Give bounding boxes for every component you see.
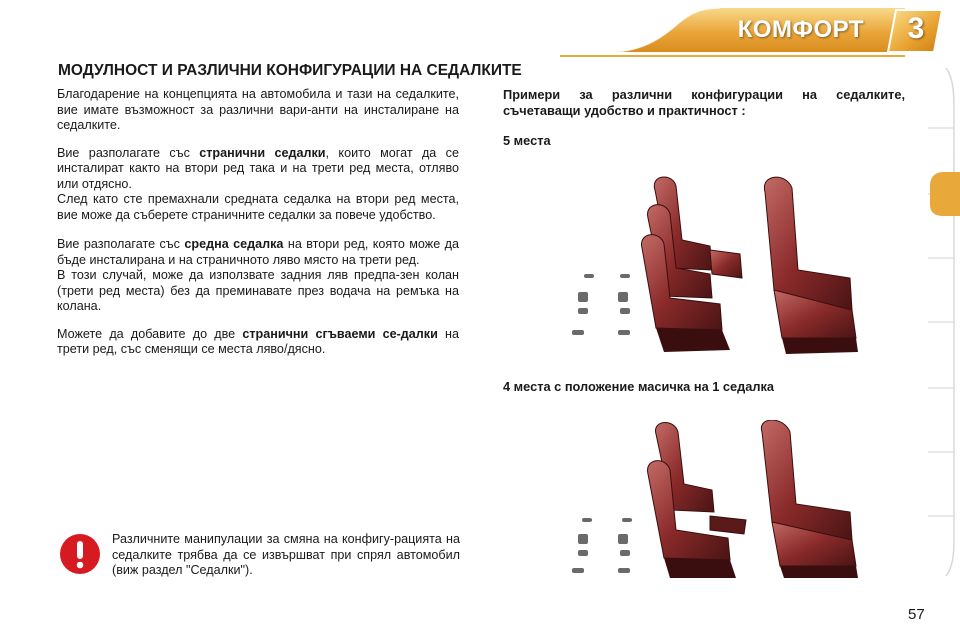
folding-seats-emphasis: странични сгъваеми се-далки (242, 326, 438, 341)
page-number: 57 (908, 606, 925, 623)
middle-seat-text-1: Вие разполагате със (57, 237, 185, 251)
folding-seats-text-1: Можете да добавите до две (57, 326, 243, 341)
side-seats-paragraph (57, 146, 459, 193)
side-seats-text-1: Вие разполагате със (57, 145, 200, 160)
folding-seats-paragraph (57, 327, 459, 358)
seats-4-table-illustration (560, 420, 870, 580)
front-seat (764, 177, 858, 354)
seats-5-illustration (560, 170, 870, 365)
intro-paragraph: Благодарение на концепцията на автомобила и тази на седалките, вие имате възможност за различни вари-анти на инсталиране на седалките. (57, 87, 459, 132)
middle-seat-text-2: на втори ред, която може да бъде инсталирана и на страничното ляво място на трети ред. (57, 237, 459, 267)
folding-seats-text-2: на трети ред, със сменящи се места ляво/дясно. (57, 326, 459, 356)
left-column (57, 87, 459, 358)
chapter-number: 3 (907, 12, 925, 45)
rear-seats-4 (648, 422, 746, 578)
front-seat-4 (761, 420, 858, 578)
layout-schematic-4 (572, 518, 632, 573)
section-title: КОМФОРТ (737, 16, 864, 43)
warning-text: Различните манипулации за смяна на конфигу-рацията на седалките трябва да се извършват при спрял автомобил (виж раздел "Седалки"). (112, 532, 460, 577)
exclamation-icon (58, 532, 102, 576)
middle-seat-emphasis: средна седалка (184, 237, 284, 251)
layout-schematic (572, 274, 630, 335)
rear-seats (642, 177, 742, 352)
middle-seat-paragraph (57, 237, 459, 268)
examples-heading: Примери за различни конфигурации на седалките, съчетаващи удобство и практичност : (503, 87, 905, 118)
page-heading: МОДУЛНОСТ И РАЗЛИЧНИ КОНФИГУРАЦИИ НА СЕДАЛКИТЕ (58, 62, 522, 79)
config-4-seats-label: 4 места с положение масичка на 1 седалка (503, 379, 775, 394)
side-seats-emphasis: странични седалки (199, 145, 326, 160)
side-seats-text-2: , които могат да се инсталират както на втори ред така и на трети ред места, отляво или отдясно. (57, 145, 459, 191)
side-seats-fold-paragraph: След като сте премахнали средната седалка на втори ред места, вие може да съберете страничните седалки за повече удобство. (57, 192, 459, 222)
seatbelt-paragraph: В този случай, може да използвате задния ляв предпа-зен колан (трети ред места) без да преминавате през водача на ремъка на колана. (57, 268, 459, 313)
config-5-seats-label: 5 места (503, 133, 551, 148)
chapter-side-tabs[interactable] (926, 68, 960, 576)
